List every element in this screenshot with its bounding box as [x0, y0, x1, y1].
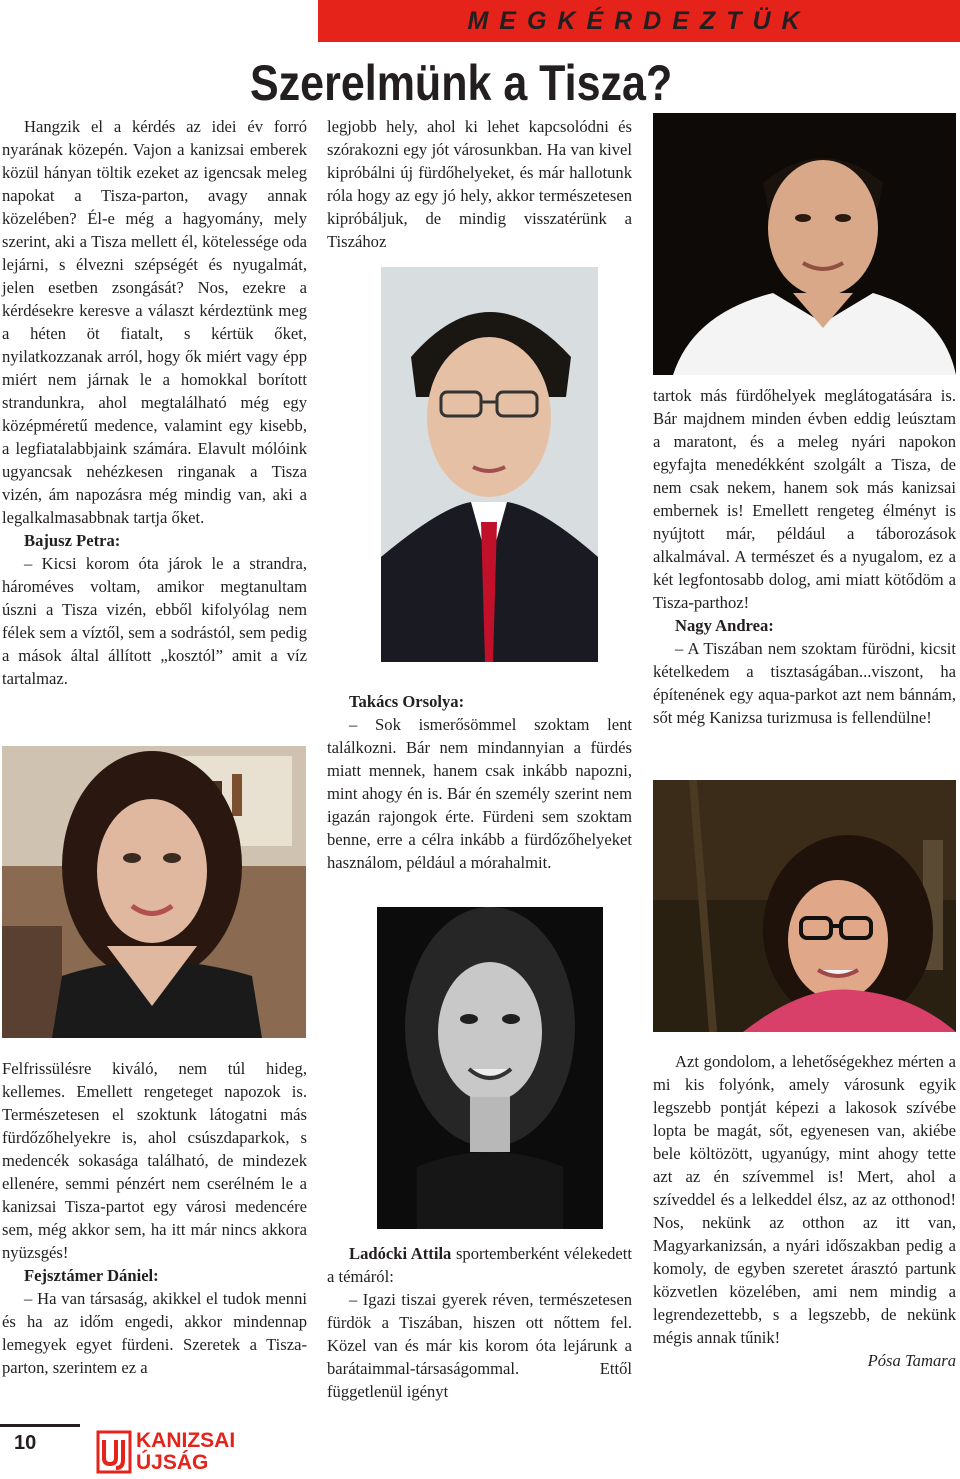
photo-ladocki-attila: [653, 113, 956, 375]
page-number: 10: [14, 1432, 37, 1454]
article-headline: Szerelmünk a Tisza?: [250, 55, 673, 111]
page-number-box: [0, 1424, 80, 1479]
bajusz-answer-part2: Felfrissülésre kiváló, nem túl hideg, kellemes. Emellett rengeteget napozok is. Természetesen el szoktunk látogatni más fürdőzőhelyekre is, ahol csúszdaparkok, s medencék sokasága található, de mindezek ellenére, semmi pénzért nem cserélném le a kanizsai Tisza-partot egy városi medencére sem, még akkor sem, ha itt már nincs akkora nyüzsgés!: [2, 1059, 307, 1262]
photo-takacs-orsolya: [377, 907, 603, 1229]
column1-bottom: [2, 1057, 307, 1379]
column2-top: [327, 115, 632, 253]
fejsztamer-answer-part1: – Ha van társaság, akikkel el tudok menni és ha az időm engedi, akkor mindennap lemegyek egyet fürdeni. Szeretek a Tisza-parton, szerintem ez a: [2, 1289, 307, 1377]
kanizsai-ujsag-logo-icon: [96, 1430, 132, 1474]
photo-bajusz-petra: [2, 746, 306, 1038]
ladocki-lead: sportemberként vélekedett a témáról:: [327, 1244, 632, 1286]
author-signature: Pósa Tamara: [867, 1351, 956, 1370]
intro-paragraph: Hangzik el a kérdés az idei év forró nyarának közepén. Vajon a kanizsai emberek közül hányan töltik ezeket az igencsak meleg napokat a Tisza-parton, avagy annak közelében? Él-e még a hagyomány, mely szerint, aki a Tisza mellett él, kötelessége oda lejárni, s élvezni szépségét és nyugalmát, jelen esetben zsongását? Nos, ezekre a kérdésekre keresve a választ kérdeztünk meg a héten öt fiatalt, s kértük őket, nyilatkozzanak arról, hogy ők miért vagy épp miért nem járnak le a homokkal borított strandunkra, ahol megtalálható még egy középméretű medence, valamint egy kisebb, a legfiatalabbjaink számára. Elavult mólóink ugyancsak nehézkesen ringanak a Tisza vizén, ám napozásra még mindig van, aki a legalkalmasabbnak tartja őket.: [2, 117, 307, 527]
photo-fejsztamer-daniel: [381, 267, 598, 662]
photo-nagy-andrea: [653, 780, 956, 1032]
closing-paragraph: Azt gondolom, a lehetőségekhez mérten a mi kis folyónk, amely városunk egyik legszebb pontját képezi a lakosok szívébe lopta be magát, sőt, egyenesen van, akiébe bele költözött, ugyanúgy, mint ahogy tette azt az én szívemmel is! Mert, ahol a szíveddel és a lelkeddel élsz, az az otthonod! Nos, nekünk az otthon az itt van, Magyarkanizsán, a nyári időszakban pedig a komoly, de egyben szeretet árasztó partunk közvetlen közelében, ami nem mindig a legrendezettebb, s a legszebb, de nekünk mégis annak tűnik!: [653, 1052, 956, 1347]
ladocki-answer-part1: – Igazi tiszai gyerek réven, természetesen fürdök a Tiszában, hiszen ott nőttem fel. Közel van és már kis korom óta lejárunk a barátaimmal-társaságommal. Ettől függetlenül igényt: [327, 1290, 632, 1401]
column3-middle: [653, 384, 956, 729]
intro-column: [2, 115, 307, 690]
column2-middle: [327, 690, 632, 874]
column2-bottom: [327, 1242, 632, 1403]
speaker-fejsztamer: Fejsztámer Dániel:: [24, 1266, 159, 1285]
speaker-takacs: Takács Orsolya:: [349, 692, 465, 711]
speaker-ladocki: Ladócki Attila: [349, 1244, 452, 1263]
takacs-answer: – Sok ismerősömmel szoktam lent találkozni. Bár nem mindannyian a fürdés miatt mennek, hanem csak inkább napozni, mint ahogy én is. Bár én személy szerint nem igazán rajongok érte. Fürdeni sem szoktam benne, erre a célra inkább a fürdőzőhelyeket használom, például a mórahalmit.: [327, 715, 632, 872]
bajusz-answer-part1: – Kicsi korom óta járok le a strandra, hároméves voltam, amikor megtanultam úszni a Tisza vizén, ebből kifolyólag nem félek sem a víztől, sem a sodrástól, sem pedig a mások által állított „kosztól” amit a víz tartalmaz.: [2, 554, 307, 688]
speaker-nagy: Nagy Andrea:: [675, 616, 774, 635]
column3-bottom: [653, 1050, 956, 1372]
logo-text-kanizsai: KANIZSAI: [136, 1429, 236, 1452]
ladocki-answer-part2: tartok más fürdőhelyek meglátogatására is. Bár majdnem minden évben eddig leúsztam a maratont, és a meleg nyári napokon egyfajta menedékként szolgált a Tisza, de nem csak nekem, hanem sok más kanizsai embernek is! Emellett rengeteg élményt is nyújtott már, például a táborozások alkalmával. A természet és a nyugalom, ez a két legfontosabb dolog, ami miatt kötődöm a Tisza-parthoz!: [653, 386, 956, 612]
section-label: MEGKÉRDEZTÜK: [467, 7, 811, 35]
fejsztamer-answer-part2: legjobb hely, ahol ki lehet kapcsolódni és szórakozni egy jót városunkban. Ha van kivel kipróbálni új fürdőhelyeket, és már hallotunk róla hogy az egy jó hely, akkor természetesen kipróbáljuk, de mindig visszatérünk a Tiszához: [327, 117, 632, 251]
nagy-answer: – A Tiszában nem szoktam fürödni, kicsit kételkedem a tisztaságában...viszont, ha építenének egy aqua-parkot azt nem bánnám, sőt még Kanizsa turizmusa is fellendülne!: [653, 639, 956, 727]
logo-text-ujsag: ÚJSÁG: [136, 1451, 209, 1474]
speaker-bajusz: Bajusz Petra:: [24, 531, 121, 550]
